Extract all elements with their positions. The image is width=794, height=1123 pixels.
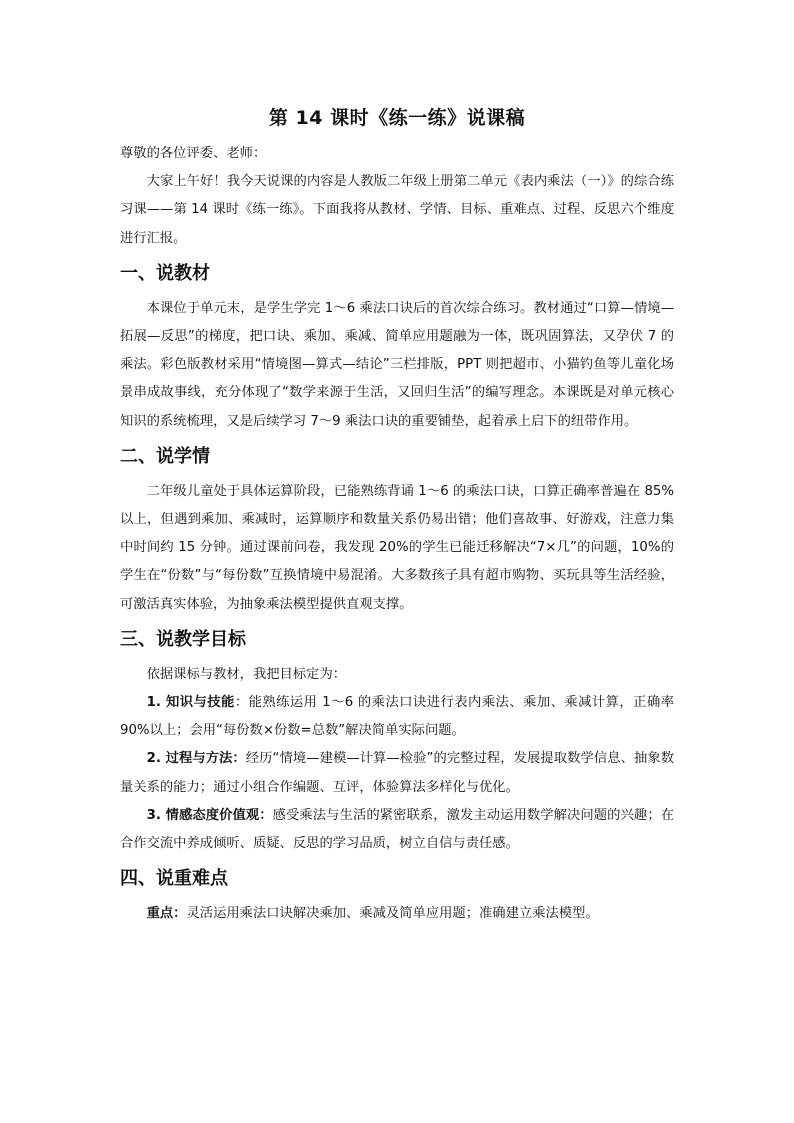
- greeting: 尊敬的各位评委、老师：: [120, 146, 267, 161]
- goal-label: 2. 过程与方法：: [146, 751, 246, 767]
- section-heading: 四、说重难点: [120, 868, 228, 890]
- section-goals: [120, 625, 674, 858]
- goal-text: 经历“情境—建模—计算—检验”的完整过程，发展提取数学信息、抽象数量关系的能力；通过小组合作编题、互评，体验算法多样化与优化。: [120, 751, 674, 795]
- key-text: 灵活运用乘法口诀解决乘加、乘减及简单应用题；准确建立乘法模型。: [186, 906, 599, 922]
- goal-text: ：能熟练运用 1～6 的乘法口诀进行表内乘法、乘加、乘减计算，正确率 90%以上；会用“每份数×份数=总数”解决简单实际问题。: [120, 695, 674, 739]
- intro-paragraph: 大家上午好！我今天说课的内容是人教版二年级上册第二单元《表内乘法（一）》的综合练习课——第 14 课时《练一练》。下面我将从教材、学情、目标、重难点、过程、反思六个维度进行汇报。: [120, 174, 674, 246]
- goal-item: [120, 689, 674, 745]
- section-key-points: [120, 864, 674, 928]
- key-point: [120, 900, 674, 928]
- goal-text: 感受乘法与生活的紧密联系，激发主动运用数学解决问题的兴趣；在合作交流中养成倾听、质疑、反思的学习品质，树立自信与责任感。: [120, 807, 674, 852]
- section-paragraph: 二年级儿童处于具体运算阶段，已能熟练背诵 1～6 的乘法口诀，口算正确率普遍在 85%以上，但遇到乘加、乘减时，运算顺序和数量关系仍易出错；他们喜故事、好游戏，注意力集中时间约 15 分钟。通过课前问卷，我发现 20%的学生已能迁移解决“7×几”的问题，10%的学生在“份数”与“每份数”互换情境中易混淆。大多数孩子具有超市购物、买玩具等生活经验，可激活真实体验，为抽象乘法模型提供直观支撑。: [120, 483, 674, 612]
- goal-item: [120, 745, 674, 801]
- section-textbook: [120, 259, 674, 436]
- section-heading: 三、说教学目标: [120, 628, 246, 650]
- section-heading: 一、说教材: [120, 262, 210, 284]
- goal-label: 3. 情感态度价值观：: [146, 807, 273, 823]
- goal-label: 1. 知识与技能: [146, 695, 235, 711]
- section-heading: 二、说学情: [120, 445, 210, 467]
- key-label: 重点：: [146, 906, 187, 922]
- goals-lead: 依据课标与教材，我把目标定为：: [146, 666, 347, 682]
- page-title: 第 14 课时《练一练》说课稿: [268, 107, 526, 129]
- section-paragraph: 本课位于单元末，是学生学完 1～6 乘法口诀后的首次综合练习。教材通过“口算—情境—拓展—反思”的梯度，把口诀、乘加、乘减、简单应用题融为一体，既巩固算法，又孕伏 7 的乘法。彩色版教材采用“情境图—算式—结论”三栏排版，PPT 则把超市、小猫钓鱼等儿童化场景串成故事线，充分体现了“数学来源于生活，又回归生活”的编写理念。本课既是对单元核心知识的系统梳理，又是后续学习 7～9 乘法口诀的重要铺垫，起着承上启下的纽带作用。: [120, 300, 674, 429]
- goal-item: [120, 802, 674, 858]
- section-students: [120, 442, 674, 619]
